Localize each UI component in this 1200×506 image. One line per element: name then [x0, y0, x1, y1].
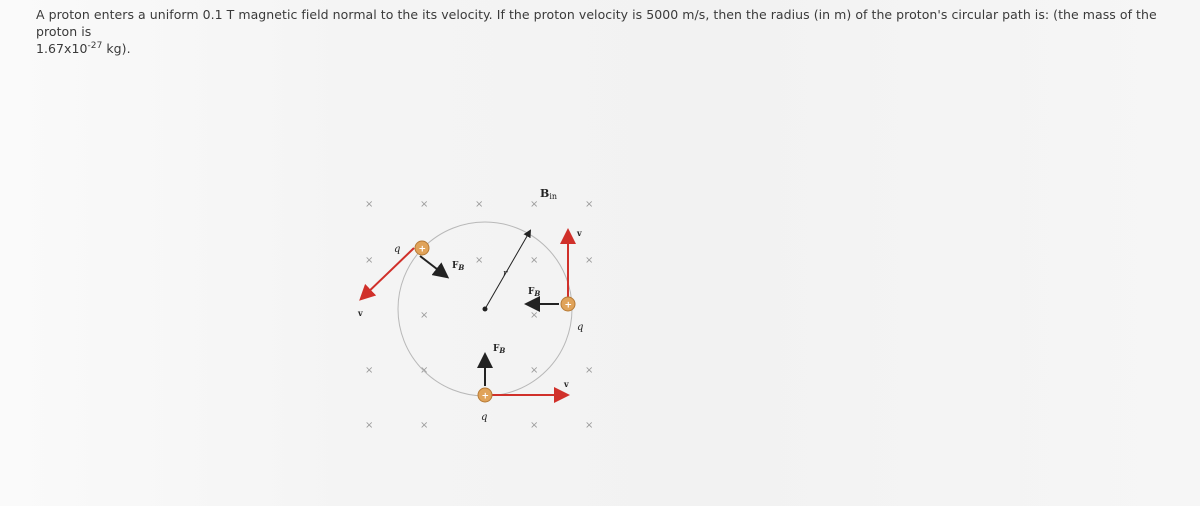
x-mark: × [420, 199, 429, 210]
force-arrow [420, 256, 446, 276]
x-mark: × [530, 310, 539, 321]
plus-sign: + [481, 391, 490, 402]
question-line-1: A proton enters a uniform 0.1 T magnetic field normal to the its velocity. If the proton velocity is 5000 m/s, then the radius (in m) of the proton's circular path is: (the mass of the proton is [36, 7, 1157, 39]
x-mark: × [585, 365, 594, 376]
x-mark: × [585, 199, 594, 210]
velocity-label: v [564, 379, 569, 389]
x-mark: × [530, 199, 539, 210]
x-mark: × [530, 255, 539, 266]
figure-canvas [350, 180, 610, 430]
velocity-label: v [577, 228, 582, 238]
plus-sign: + [564, 300, 573, 311]
charge-label: q [577, 322, 584, 333]
velocity-label: v [358, 308, 363, 318]
radius-label: r [503, 269, 508, 279]
question-text [36, 6, 1186, 57]
x-mark: × [420, 420, 429, 430]
x-mark: × [530, 365, 539, 376]
x-mark: × [365, 420, 374, 430]
magnetic-field-figure [350, 180, 610, 430]
charge-label: q [481, 412, 488, 423]
plus-sign: + [418, 244, 427, 255]
x-mark: × [420, 365, 429, 376]
x-mark: × [365, 255, 374, 266]
force-label: $F_B$ [528, 287, 541, 298]
field-label: Bin [540, 187, 558, 201]
x-mark: × [475, 199, 484, 210]
force-label: $F_B$ [452, 261, 465, 272]
x-mark: × [420, 310, 429, 321]
question-line-2-prefix: 1.67x10 [36, 41, 88, 56]
x-mark: × [530, 420, 539, 430]
x-mark: × [365, 365, 374, 376]
radius-arrow [485, 231, 530, 309]
x-mark: × [585, 420, 594, 430]
question-exponent: -27 [87, 41, 103, 51]
question-line-2-suffix: kg). [102, 41, 131, 56]
x-mark: × [585, 255, 594, 266]
x-mark: × [475, 255, 484, 266]
force-label: $F_B$ [493, 344, 506, 355]
x-mark: × [365, 199, 374, 210]
charge-label: q [394, 244, 401, 255]
